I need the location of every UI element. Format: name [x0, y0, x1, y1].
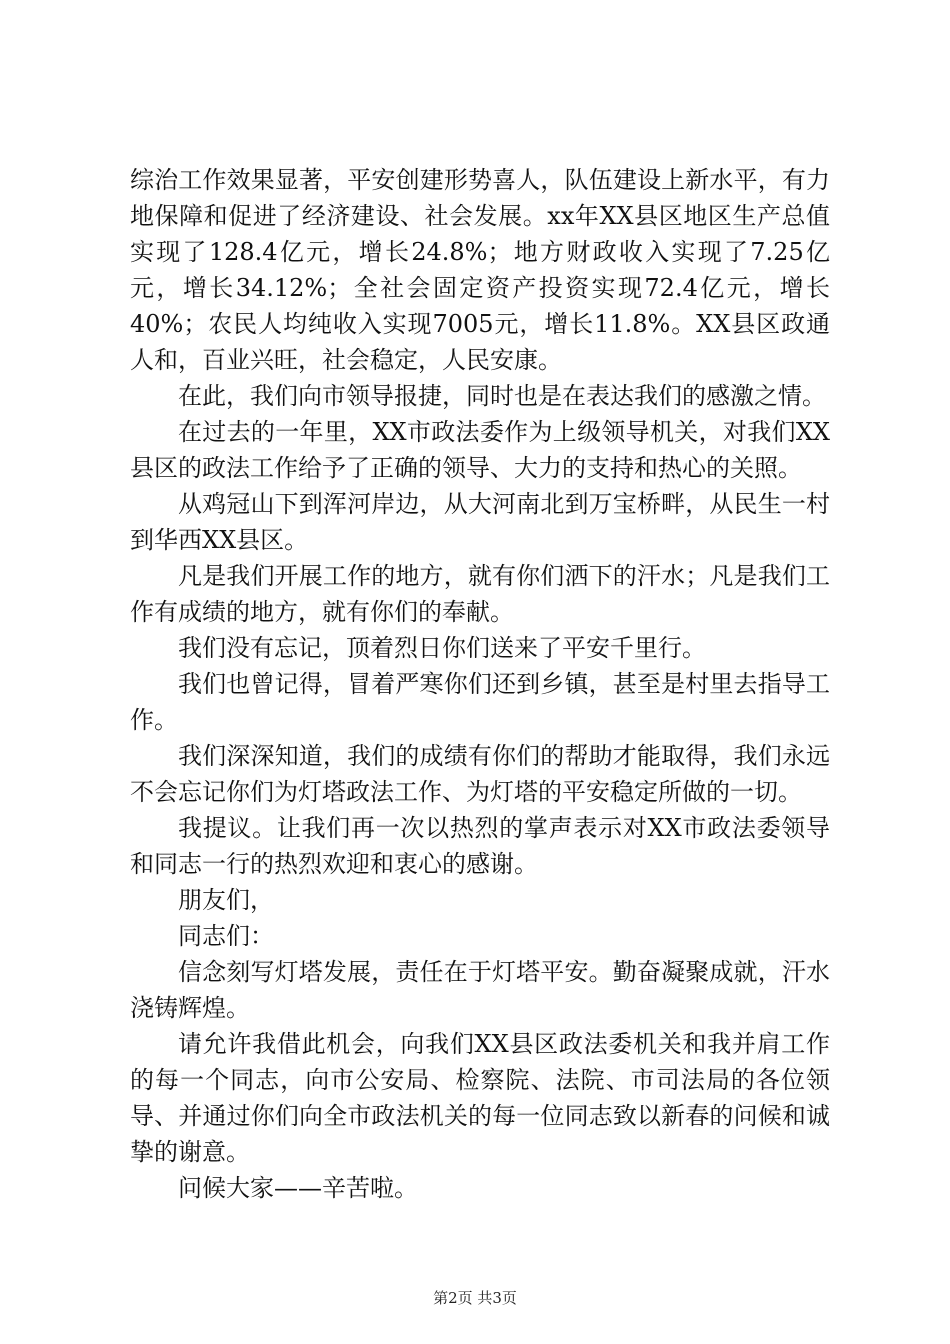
- paragraph: 综治工作效果显著，平安创建形势喜人，队伍建设上新水平，有力地保障和促进了经济建设、社会发展。xx年XX县区地区生产总值实现了128.4亿元，增长24.8%；地方财政收入实现了7.25亿元，增长34.12%；全社会固定资产投资实现72.4亿元，增长40%；农民人均纯收入实现7005元，增长11.8%。XX县区政通人和，百业兴旺，社会稳定，人民安康。: [130, 166, 830, 374]
- document-body: [130, 162, 830, 1206]
- paragraph: 朋友们，: [178, 886, 274, 914]
- paragraph: 请允许我借此机会，向我们XX县区政法委机关和我并肩工作的每一个同志，向市公安局、检察院、法院、市司法局的各位领导、并通过你们向全市政法机关的每一位同志致以新春的问候和诚挚的谢意。: [130, 1030, 830, 1166]
- paragraph: 我们深深知道，我们的成绩有你们的帮助才能取得，我们永远不会忘记你们为灯塔政法工作、为灯塔的平安稳定所做的一切。: [130, 742, 830, 806]
- paragraph: 从鸡冠山下到浑河岸边，从大河南北到万宝桥畔，从民生一村到华西XX县区。: [130, 490, 830, 554]
- paragraph: 凡是我们开展工作的地方，就有你们洒下的汗水；凡是我们工作有成绩的地方，就有你们的奉献。: [130, 562, 830, 626]
- paragraph: 在过去的一年里，XX市政法委作为上级领导机关，对我们XX县区的政法工作给予了正确的领导、大力的支持和热心的关照。: [130, 418, 830, 482]
- paragraph: 问候大家——辛苦啦。: [178, 1174, 418, 1202]
- page-footer: 第2页 共3页: [433, 1289, 517, 1307]
- paragraph: 我提议。让我们再一次以热烈的掌声表示对XX市政法委领导和同志一行的热烈欢迎和衷心的感谢。: [130, 814, 830, 878]
- paragraph: 信念刻写灯塔发展，责任在于灯塔平安。勤奋凝聚成就，汗水浇铸辉煌。: [130, 958, 830, 1022]
- paragraph: 同志们：: [178, 922, 274, 950]
- paragraph: 我们没有忘记，顶着烈日你们送来了平安千里行。: [178, 634, 706, 662]
- paragraph: 我们也曾记得，冒着严寒你们还到乡镇，甚至是村里去指导工作。: [130, 670, 830, 734]
- paragraph: 在此，我们向市领导报捷，同时也是在表达我们的感激之情。: [178, 382, 826, 410]
